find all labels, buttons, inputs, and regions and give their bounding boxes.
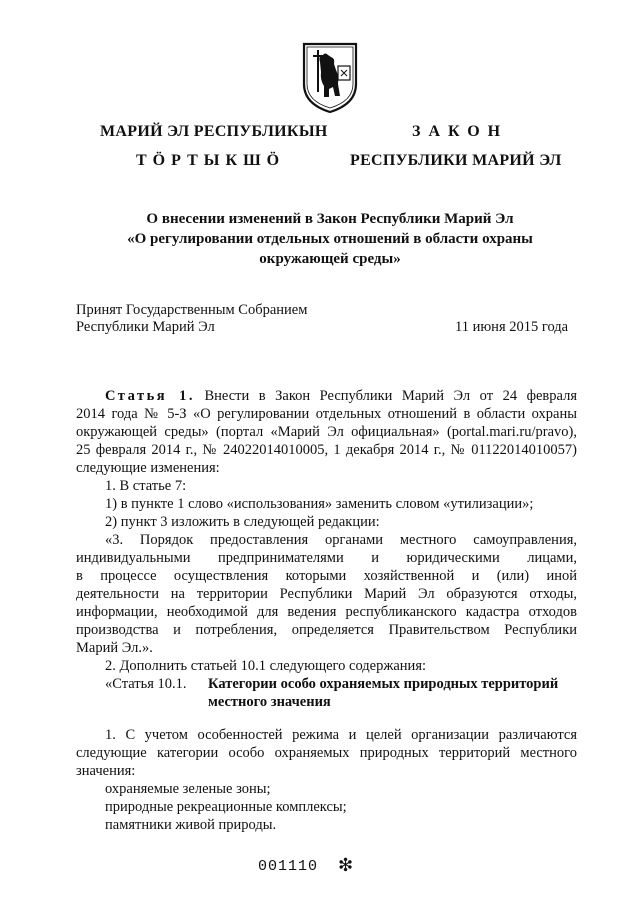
item2: 2. Дополнить статьей 10.1 следующего содержания: — [105, 658, 427, 674]
quote-line5: информации, необходимой для ведения республиканского кадастра отходов — [76, 604, 577, 620]
quote-line1: «3. Порядок предоставления органами местного самоуправления, — [105, 532, 577, 548]
category-item: охраняемые зеленые зоны; — [105, 781, 271, 797]
adopted-line2: Республики Марий Эл — [76, 319, 215, 335]
coat-of-arms-icon — [298, 40, 362, 114]
article1-label: Статья 1. — [105, 388, 195, 404]
quote-line6: производства и потребления, определяется Правительством Республики — [76, 622, 577, 638]
quote-line7: Марий Эл.». — [76, 640, 153, 656]
document-title — [60, 209, 600, 269]
header-right-line2: РЕСПУБЛИКИ МАРИЙ ЭЛ — [350, 152, 562, 169]
category-item: природные рекреационные комплексы; — [105, 799, 347, 815]
quote-line2: индивидуальными предпринимателями и юридическими лицами, — [76, 550, 577, 566]
header-right-line1: ЗАКОН — [412, 123, 509, 140]
header-left-line2: ТӦРТЫКШӦ — [136, 152, 286, 169]
new-article-title-line1: Категории особо охраняемых природных территорий — [208, 676, 559, 692]
title-line3: окружающей среды» — [259, 251, 401, 267]
clause-line2: следующие категории особо охраняемых природных территорий местного — [76, 745, 577, 761]
serial-number: 001110 — [258, 858, 319, 875]
article1-line4: 25 февраля 2014 г., № 24022014010005, 1 декабря 2014 г., № 01122014010057) — [76, 442, 577, 458]
quote-line4: деятельности на территории Республики Марий Эл образуются отходы, — [76, 586, 577, 602]
article1-line5: следующие изменения: — [76, 460, 220, 476]
item1-2: 2) пункт 3 изложить в следующей редакции: — [105, 514, 380, 530]
category-item: памятники живой природы. — [105, 817, 277, 833]
title-line2: «О регулировании отдельных отношений в области охраны — [127, 231, 533, 247]
clause-line1: 1. С учетом особенностей режима и целей организации различаются — [105, 727, 577, 743]
item1: 1. В статье 7: — [105, 478, 187, 494]
star-mark-icon: ❇ — [338, 855, 354, 875]
item1-1: 1) в пункте 1 слово «использования» заменить словом «утилизации»; — [105, 496, 534, 512]
article1-line2: 2014 года № 5-З «О регулировании отдельных отношений в области охраны — [76, 406, 577, 422]
clause-line3: значения: — [76, 763, 136, 779]
adopted-line1: Принят Государственным Собранием — [76, 302, 308, 318]
new-article-title-line2: местного значения — [208, 694, 331, 710]
article1-line3: окружающей среды» (портал «Марий Эл официальная» (portal.mari.ru/pravo), — [76, 424, 577, 440]
title-line1: О внесении изменений в Закон Республики Марий Эл — [146, 211, 514, 227]
new-article-prefix: «Статья 10.1. — [105, 676, 187, 692]
adopted-date: 11 июня 2015 года — [455, 319, 569, 335]
quote-line3: в процессе осуществления которыми хозяйственной и (или) иной — [76, 568, 577, 584]
article1-line1: Статья 1. Внести в Закон Республики Марий Эл от 24 февраля — [105, 388, 577, 404]
header-left-line1: МАРИЙ ЭЛ РЕСПУБЛИКЫН — [100, 123, 328, 140]
